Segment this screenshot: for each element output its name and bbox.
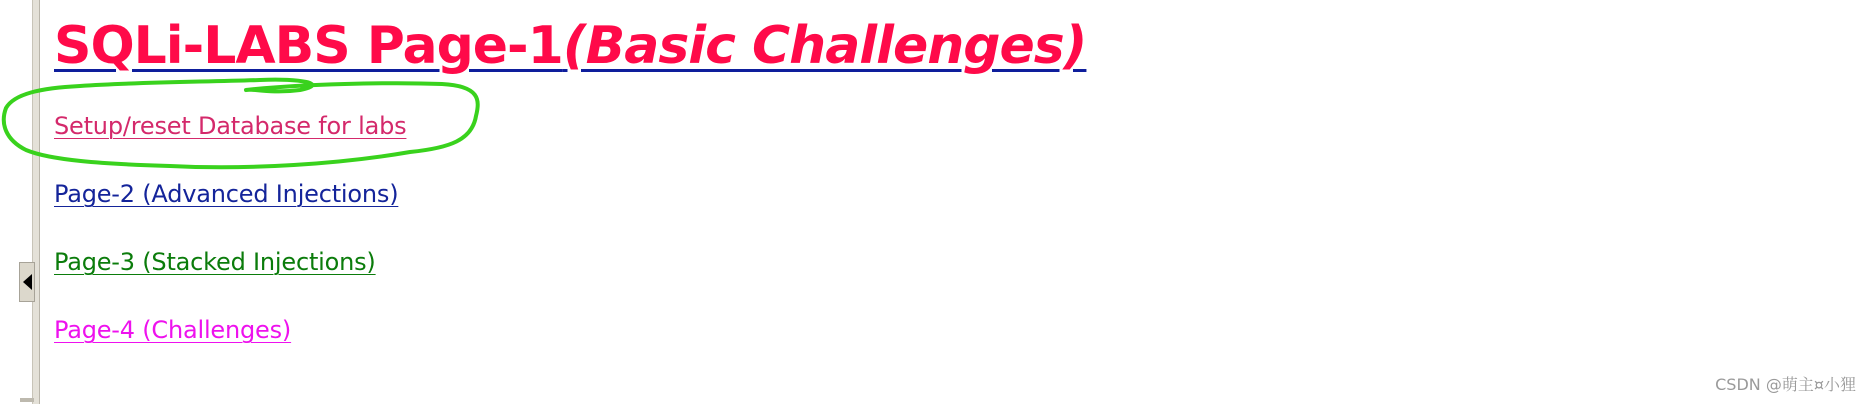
- setup-reset-database-link[interactable]: Setup/reset Database for labs: [54, 112, 407, 140]
- page-4-challenges-link[interactable]: Page-4 (Challenges): [54, 316, 292, 344]
- left-triangle-icon: [23, 274, 32, 290]
- left-gutter: [0, 0, 34, 404]
- page-title-subtitle: (Basic Challenges): [562, 16, 1087, 76]
- page-title-main: SQLi-LABS Page-1: [54, 16, 563, 76]
- page-3-stacked-injections-link[interactable]: Page-3 (Stacked Injections): [54, 248, 376, 276]
- watermark: CSDN @萌主¤小狸: [1715, 375, 1856, 394]
- frame-splitter[interactable]: [32, 0, 40, 404]
- page-2-advanced-injections-link[interactable]: Page-2 (Advanced Injections): [54, 180, 399, 208]
- collapse-frame-button[interactable]: [19, 262, 35, 302]
- page-title: [54, 8, 1086, 84]
- splitter-grip: [20, 398, 34, 402]
